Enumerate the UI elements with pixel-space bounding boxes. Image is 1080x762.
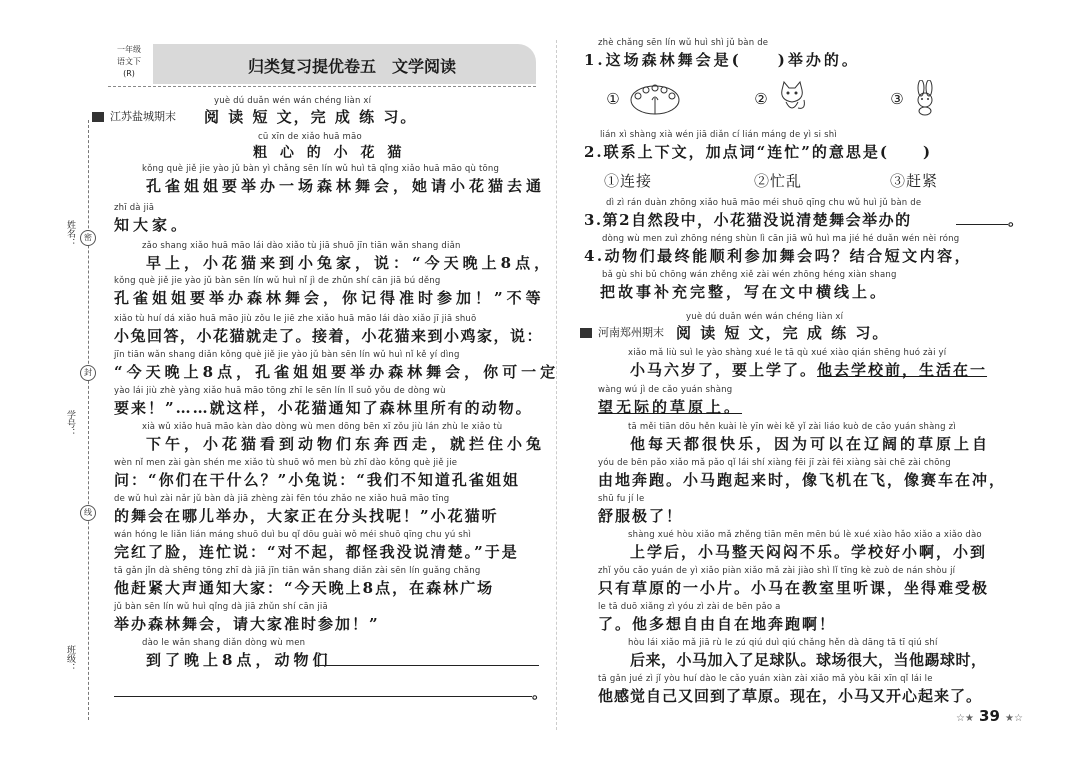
s1-line6: 要来！”……就这样，小花猫通知了森林里所有的动物。 [114,399,533,417]
title-bar [153,44,536,84]
student-id-label: 学号： [65,410,75,437]
s1-line1: 知大家。 [114,216,191,234]
s1-line5-pinyin: jīn tiān wǎn shang diǎn kǒng què jiě jie yào jǔ bàn sēn lín wǔ huì nǐ kě yí dìng [114,350,460,360]
page-title: 归类复习提优卷五 文学阅读 [248,57,457,76]
margin-dashed-line [88,120,89,720]
section2-header [580,312,1030,346]
option-3-marker: ③ [890,90,904,108]
answer-blank-2[interactable] [114,696,532,697]
seal-mark-1: 密 [80,230,96,246]
q4-pinyin: dòng wù men zuì zhōng néng shùn lì cān jiā wǔ huì ma jié hé duǎn wén nèi róng [602,234,960,244]
tag-marker [92,112,104,122]
s1-line3-pinyin: kǒng què jiě jie yào jǔ bàn sēn lín wǔ huì nǐ jì de zhǔn shí cān jiā bú děng [114,276,441,286]
stars-left: ☆★ [956,713,974,724]
s1-line3: 孔雀姐姐要举办森林舞会，你记得准时参加！”不等 [114,289,545,307]
s2-line2: 他每天都很快乐，因为可以在辽阔的草原上自 [630,435,991,453]
name-label: 姓名： [65,220,75,247]
peacock-icon [628,80,682,116]
q4b-text: 把故事补充完整，写在文中横线上。 [600,283,889,301]
fold-line [556,40,557,730]
q3-answer-blank[interactable] [956,224,1008,225]
option-2-marker: ② [754,90,768,108]
s2-line6: 只有草原的一小片。小马在教室里听课，坐得难受极 [598,579,990,597]
s1-line12: 举办森林舞会，请大家准时参加！” [114,615,380,633]
s2-line9: 他感觉自己又回到了草原。现在，小马又开心起来了。 [598,687,983,705]
s2-line0-pinyin: xiǎo mǎ liù suì le yào shàng xué le tā qù xué xiào qián shēng huó zài yí [628,348,947,358]
section1-pinyin: yuè dú duǎn wén wán chéng liàn xí [214,96,372,106]
s1-line0-pinyin: kǒng què jiě jie yào jǔ bàn yì chǎng sēn lín wǔ huì tā qǐng xiǎo huā māo qù tōng [142,164,500,174]
s2-line3-pinyin: yóu de bēn pǎo xiǎo mǎ pǎo qǐ lái shí xiàng fēi jī zài fēi xiàng sài chē zài chōng [598,458,951,468]
seal-mark-2: 封 [80,365,96,381]
grade-box [108,44,150,84]
q1-option-rabbit[interactable] [888,80,968,118]
q2-option-3[interactable]: ③赶紧 [890,172,939,190]
stars-right: ★☆ [1005,713,1023,724]
q3-text: 3.第2自然段中，小花猫没说清楚舞会举办的 [584,211,912,229]
section2-title: 阅 读 短 文，完 成 练 习。 [676,324,890,342]
rabbit-icon [910,80,940,116]
s2-line8-pinyin: hòu lái xiǎo mǎ jiā rù le zú qiú duì qiú chǎng hěn dà dāng tā tī qiú shí [628,638,938,648]
option-1-marker: ① [606,90,620,108]
s1-line7-pinyin: xià wǔ xiǎo huā māo kàn dào dòng wù men dōng bēn xī zǒu jiù lán zhù le xiǎo tù [142,422,503,432]
s2-line5: 上学后，小马整天闷闷不乐。学校好小啊，小到 [630,543,988,561]
s1-line9: 的舞会在哪儿举办，大家正在分头找呢！”小花猫听 [114,507,499,525]
q2-option-1[interactable]: ①连接 [604,172,653,190]
page-number: 39 [979,707,1000,725]
s2-line4: 舒服极了！ [598,507,684,525]
s2-line9-pinyin: tā gǎn jué zì jǐ yòu huí dào le cǎo yuán xiàn zài xiǎo mǎ yòu kāi xīn qǐ lái le [598,674,933,684]
q3-pinyin: dì zì rán duàn zhōng xiǎo huā māo méi shuō qīng chu wǔ huì jǔ bàn de [606,198,922,208]
s2-line1-pinyin: wàng wú jì de cǎo yuán shàng [598,385,733,395]
s1-line7: 下午，小花猫看到动物们东奔西走，就拦住小兔 [146,435,546,453]
header-bar [108,44,536,92]
s1-line10-pinyin: wán hóng le liǎn lián máng shuō duì bu qǐ dōu guài wǒ méi shuō qīng chu yú shì [114,530,472,540]
s1-line1-pinyin: zhī dà jiā [114,203,155,213]
page-footer [956,706,1023,725]
s1-line12-pinyin: jǔ bàn sēn lín wǔ huì qǐng dà jiā zhǔn shí cān jiā [114,602,328,612]
s2-line1: 望无际的草原上。 [598,398,743,416]
binding-margin [60,120,100,720]
s1-line13-pinyin: dào le wǎn shang diǎn dòng wù men [142,638,306,648]
q4b-pinyin: bǎ gù shi bǔ chōng wán zhěng xiě zài wén zhōng héng xiàn shang [602,270,897,280]
section2-pinyin: yuè dú duǎn wén wán chéng liàn xí [686,312,844,322]
q2-text: 2.联系上下文，加点词“连忙”的意思是( ) [584,143,933,161]
q3-end-period: 。 [1008,211,1028,229]
seal-mark-3: 线 [80,505,96,521]
s1-line10: 完红了脸，连忙说：“对不起，都怪我没说清楚。”于是 [114,543,519,561]
s1-line2: 早上，小花猫来到小兔家，说：“今天晚上8点， [146,254,554,272]
s2-line3: 由地奔跑。小马跑起来时，像飞机在飞，像赛车在冲， [598,471,1007,489]
s2-line2-pinyin: tā měi tiān dōu hěn kuài lè yīn wèi kě yǐ zài liáo kuò de cǎo yuán shàng zì [628,422,956,432]
s1-line8: 问：“你们在干什么？”小兔说：“我们不知道孔雀姐姐 [114,471,520,489]
q2-pinyin: lián xì shàng xià wén jiā diǎn cí lián máng de yì si shì [600,130,837,140]
s1-line0: 孔雀姐姐要举办一场森林舞会，她请小花猫去通 [146,177,546,195]
questions-area [584,38,1028,308]
grade-line3: (R) [123,69,135,78]
answer-blank-1[interactable] [315,665,539,666]
header-underline [108,86,536,88]
grade-line2: 语文下 [117,57,141,66]
s2-line4-pinyin: shū fu jí le [598,494,645,504]
q1-text: 1.这场森林舞会是( )举办的。 [584,51,860,69]
s2-line0-underlined: 他去学校前，生活在一 [817,361,988,379]
section1-header [92,96,542,130]
q1-pinyin: zhè chǎng sēn lín wǔ huì shì jǔ bàn de [598,38,769,48]
s1-line8-pinyin: wèn nǐ men zài gàn shén me xiǎo tù shuō wǒ men bù zhī dào kǒng què jiě jie [114,458,458,468]
story-title-pinyin: cū xīn de xiǎo huā māo [258,132,362,142]
q2-option-2[interactable]: ②忙乱 [754,172,803,190]
section2-tag: 河南郑州期末 [580,324,664,340]
s1-line5: “今天晚上8点，孔雀姐姐要举办森林舞会，你可一定 [114,363,560,381]
s2-line0-plain: 小马六岁了，要上学了。 [630,361,818,379]
s2-line6-pinyin: zhǐ yǒu cǎo yuán de yì xiǎo piàn xiǎo mǎ zài jiào shì lǐ tīng kè zuò de nán shòu jí [598,566,956,576]
s1-line4-pinyin: xiǎo tù huí dá xiǎo huā māo jiù zǒu le jiē zhe xiǎo huā māo lái dào xiǎo jī jiā shuō [114,314,477,324]
s1-line13: 到了晚上8点，动物们 [146,651,332,669]
s1-line4: 小兔回答，小花猫就走了。接着，小花猫来到小鸡家，说： [114,327,544,345]
s2-line7: 了。他多想自由自在地奔跑啊！ [598,615,837,633]
s1-line2-pinyin: zǎo shang xiǎo huā māo lái dào xiǎo tù jiā shuō jīn tiān wǎn shang diǎn [142,241,461,251]
cat-icon [774,80,810,116]
section1-tag: 江苏盐城期末 [92,108,176,124]
tag-marker-2 [580,328,592,338]
s1-line11: 他赶紧大声通知大家：“今天晚上8点，在森林广场 [114,579,495,597]
grade-line1: 一年级 [117,45,141,54]
class-label: 班级： [65,645,75,672]
q1-option-peacock[interactable] [604,80,724,118]
s2-line0 [630,359,987,380]
q4-text: 4.动物们最终能顺利参加舞会吗？结合短文内容， [584,247,973,265]
s2-line5-pinyin: shàng xué hòu xiǎo mǎ zhěng tiān mēn mēn bú lè xué xiào hǎo xiǎo a xiǎo dào [628,530,982,540]
s2-line7-pinyin: le tā duō xiǎng zì yóu zì zài de bēn pǎo a [598,602,781,612]
story-title: 粗 心 的 小 花 猫 [253,145,406,161]
s1-line6-pinyin: yào lái jiù zhè yàng xiǎo huā māo tōng zhī le sēn lín lǐ suǒ yǒu de dòng wù [114,386,446,396]
s1-line9-pinyin: de wǔ huì zài nǎr jǔ bàn dà jiā zhèng zài fēn tóu zhǎo ne xiǎo huā māo tīng [114,494,450,504]
section1-title: 阅 读 短 文，完 成 练 习。 [204,108,418,126]
end-period: 。 [532,684,552,702]
s2-line8: 后来，小马加入了足球队。球场很大，当他踢球时， [630,651,987,669]
s1-line11-pinyin: tā gǎn jǐn dà shēng tōng zhī dà jiā jīn tiān wǎn shang diǎn zài sēn lín guǎng chǎng [114,566,481,576]
q1-option-cat[interactable] [752,80,832,118]
